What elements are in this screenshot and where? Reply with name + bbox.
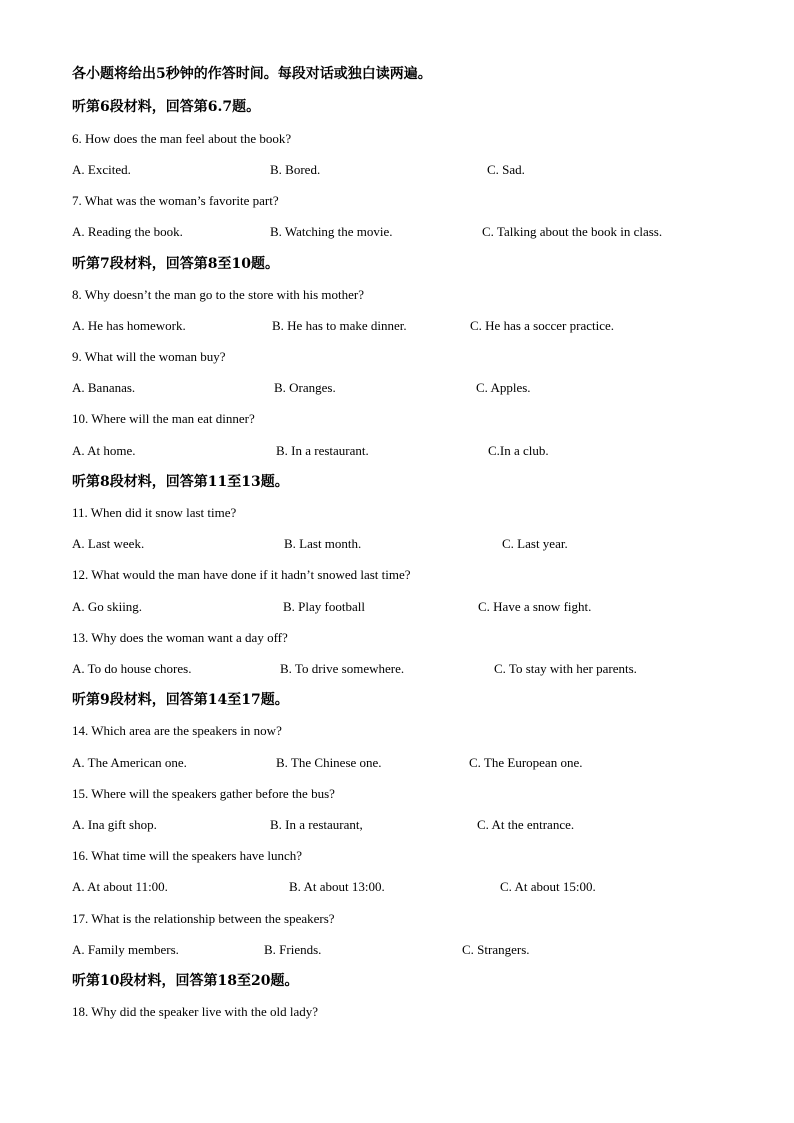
- question-6: 6. How does the man feel about the book?: [72, 131, 292, 146]
- question-15-option-c: C. At the entrance.: [477, 817, 575, 832]
- question-15: 15. Where will the speakers gather before the bus?: [72, 786, 335, 801]
- question-8-option-a: A. He has homework.: [72, 318, 186, 333]
- question-8-option-c: C. He has a soccer practice.: [470, 318, 615, 333]
- question-9: 9. What will the woman buy?: [72, 349, 226, 364]
- question-11-option-b: B. Last month.: [284, 536, 362, 551]
- question-6-option-b: B. Bored.: [270, 162, 321, 177]
- question-13: 13. Why does the woman want a day off?: [72, 630, 288, 645]
- question-18: 18. Why did the speaker live with the old lady?: [72, 1004, 318, 1019]
- section-heading-8: 听第8段材料，回答第11至13题。: [72, 474, 289, 490]
- question-6-option-c: C. Sad.: [487, 162, 525, 177]
- question-6-option-a: A. Excited.: [72, 162, 131, 177]
- question-17-option-a: A. Family members.: [72, 942, 179, 957]
- question-10-option-b: B. In a restaurant.: [276, 443, 369, 458]
- question-11-option-a: A. Last week.: [72, 536, 145, 551]
- question-14-option-c: C. The European one.: [469, 755, 583, 770]
- section-heading-6: 听第6段材料，回答第6.7题。: [72, 99, 261, 115]
- question-12: 12. What would the man have done if it hadn’t snowed last time?: [72, 567, 411, 582]
- question-12-option-a: A. Go skiing.: [72, 599, 143, 614]
- question-13-option-b: B. To drive somewhere.: [280, 661, 405, 676]
- question-8-option-b: B. He has to make dinner.: [272, 318, 407, 333]
- question-14-option-b: B. The Chinese one.: [276, 755, 382, 770]
- question-7: 7. What was the woman’s favorite part?: [72, 193, 279, 208]
- question-16: 16. What time will the speakers have lunch?: [72, 848, 303, 863]
- question-15-option-b: B. In a restaurant,: [270, 817, 363, 832]
- section-heading-7: 听第7段材料，回答第8至10题。: [72, 256, 279, 272]
- intro-instruction: 各小题将给出5秒钟的作答时间。每段对话或独白读两遍。: [72, 66, 432, 82]
- question-17-option-c: C. Strangers.: [462, 942, 530, 957]
- question-7-option-c: C. Talking about the book in class.: [482, 224, 663, 239]
- question-13-option-a: A. To do house chores.: [72, 661, 192, 676]
- question-10-option-c: C.In a club.: [488, 443, 549, 458]
- question-7-option-b: B. Watching the movie.: [270, 224, 393, 239]
- question-16-option-b: B. At about 13:00.: [289, 879, 385, 894]
- question-12-option-b: B. Play football: [283, 599, 365, 614]
- question-9-option-a: A. Bananas.: [72, 380, 136, 395]
- section-heading-9: 听第9段材料，回答第14至17题。: [72, 692, 289, 708]
- question-8: 8. Why doesn’t the man go to the store with his mother?: [72, 287, 364, 302]
- question-11: 11. When did it snow last time?: [72, 505, 237, 520]
- section-heading-10: 听第10段材料，回答第18至20题。: [72, 973, 299, 989]
- question-12-option-c: C. Have a snow fight.: [478, 599, 592, 614]
- question-14: 14. Which area are the speakers in now?: [72, 723, 282, 738]
- question-9-option-c: C. Apples.: [476, 380, 531, 395]
- question-10: 10. Where will the man eat dinner?: [72, 411, 255, 426]
- question-16-option-a: A. At about 11:00.: [72, 879, 168, 894]
- question-9-option-b: B. Oranges.: [274, 380, 336, 395]
- question-16-option-c: C. At about 15:00.: [500, 879, 596, 894]
- question-13-option-c: C. To stay with her parents.: [494, 661, 637, 676]
- question-17: 17. What is the relationship between the speakers?: [72, 911, 335, 926]
- question-14-option-a: A. The American one.: [72, 755, 187, 770]
- question-17-option-b: B. Friends.: [264, 942, 322, 957]
- question-10-option-a: A. At home.: [72, 443, 136, 458]
- question-15-option-a: A. Ina gift shop.: [72, 817, 157, 832]
- question-11-option-c: C. Last year.: [502, 536, 568, 551]
- question-7-option-a: A. Reading the book.: [72, 224, 183, 239]
